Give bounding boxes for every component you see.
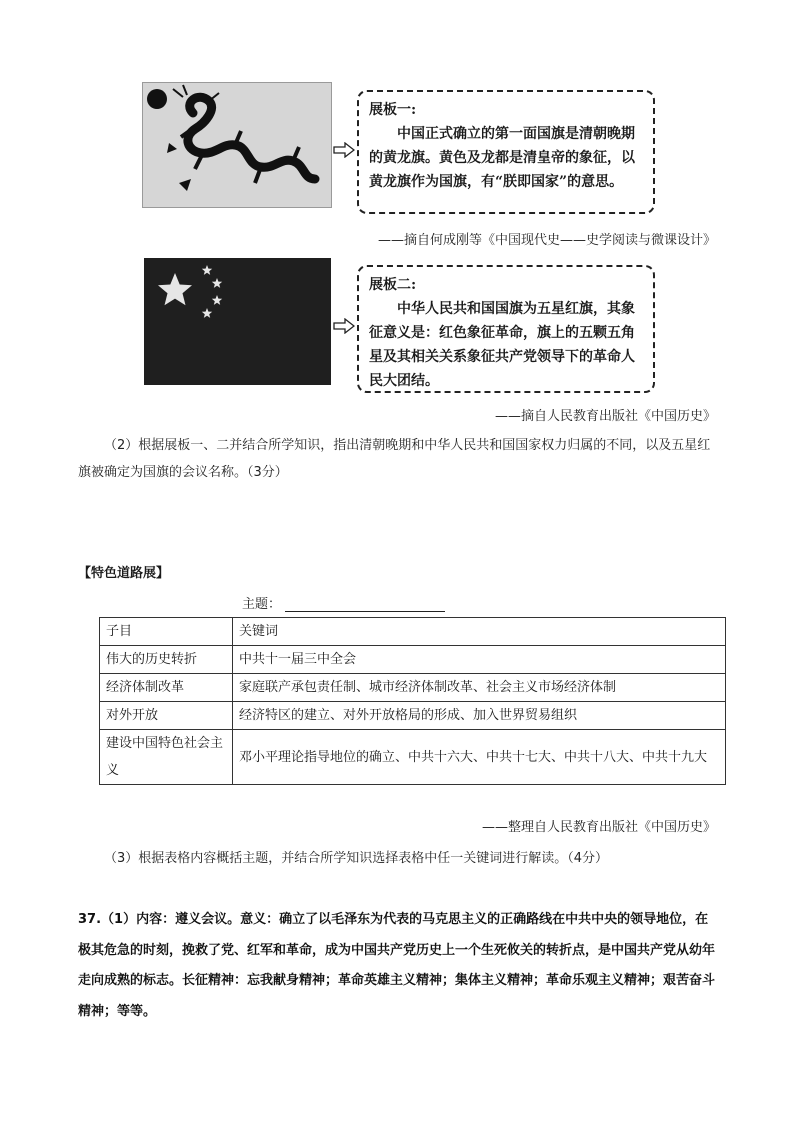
question-three-text: （3）根据表格内容概括主题，并结合所学知识选择表格中任一关键词进行解读。（4分） bbox=[104, 851, 609, 866]
table-cell-keywords: 中共十一届三中全会 bbox=[233, 646, 726, 674]
source-citation-two: ——摘自人民教育出版社《中国历史》 bbox=[494, 409, 716, 424]
keyword-table bbox=[99, 617, 726, 785]
table-row bbox=[100, 674, 726, 702]
question-two bbox=[78, 432, 718, 486]
table-row bbox=[100, 646, 726, 674]
table-row bbox=[100, 730, 726, 785]
table-header-cell: 子目 bbox=[100, 618, 233, 646]
section-title: 【特色道路展】 bbox=[78, 566, 170, 581]
table-header-row bbox=[100, 618, 726, 646]
arrow-right-icon bbox=[333, 318, 355, 334]
exhibit-board-one bbox=[357, 90, 655, 214]
table-cell-keywords: 经济特区的建立、对外开放格局的形成、加入世界贸易组织 bbox=[233, 702, 726, 730]
question-three bbox=[78, 845, 718, 872]
theme-blank-line bbox=[285, 597, 445, 612]
theme-field bbox=[242, 593, 445, 612]
table-row bbox=[100, 702, 726, 730]
arrow-right-icon bbox=[333, 142, 355, 158]
board-two-title: 展板二: bbox=[369, 277, 417, 293]
table-cell-keywords: 邓小平理论指导地位的确立、中共十六大、中共十七大、中共十八大、中共十九大 bbox=[233, 730, 726, 785]
table-cell-keywords: 家庭联产承包责任制、城市经济体制改革、社会主义市场经济体制 bbox=[233, 674, 726, 702]
theme-label: 主题： bbox=[242, 597, 282, 612]
five-star-red-flag-image bbox=[144, 258, 331, 385]
table-cell-topic: 建设中国特色社会主义 bbox=[100, 730, 233, 785]
table-cell-topic: 伟大的历史转折 bbox=[100, 646, 233, 674]
star-icon bbox=[144, 258, 331, 385]
exhibit-board-two bbox=[357, 265, 655, 393]
answer-37: 37.（1）内容：遵义会议。意义：确立了以毛泽东为代表的马克思主义的正确路线在中共中央的领导地位，在极其危急的时刻，挽救了党、红军和革命，成为中国共产党历史上一个生死攸关的转折点，是中国共产党从幼年走向成熟的标志。长征精神：忘我献身精神；革命英雄主义精神；集体主义精神；革命乐观主义精神；艰苦奋斗精神；等等。 bbox=[78, 912, 716, 1019]
source-citation-three: ——整理自人民教育出版社《中国历史》 bbox=[481, 820, 716, 835]
dragon-icon bbox=[143, 83, 331, 207]
table-cell-topic: 经济体制改革 bbox=[100, 674, 233, 702]
yellow-dragon-flag-image bbox=[142, 82, 332, 208]
question-two-text: （2）根据展板一、二并结合所学知识，指出清朝晚期和中华人民共和国国家权力归属的不同，以及五星红旗被确定为国旗的会议名称。（3分） bbox=[78, 438, 711, 480]
source-citation-one: ——摘自何成刚等《中国现代史——史学阅读与微课设计》 bbox=[377, 233, 716, 248]
board-one-body: 中国正式确立的第一面国旗是清朝晚期的黄龙旗。黄色及龙都是清皇帝的象征，以黄龙旗作为国旗，有“朕即国家”的意思。 bbox=[369, 126, 635, 190]
board-two-body: 中华人民共和国国旗为五星红旗，其象征意义是：红色象征革命，旗上的五颗五角星及其相关关系象征共产党领导下的革命人民大团结。 bbox=[369, 301, 635, 389]
board-one-title: 展板一: bbox=[369, 102, 417, 118]
table-cell-topic: 对外开放 bbox=[100, 702, 233, 730]
table-header-cell: 关键词 bbox=[233, 618, 726, 646]
